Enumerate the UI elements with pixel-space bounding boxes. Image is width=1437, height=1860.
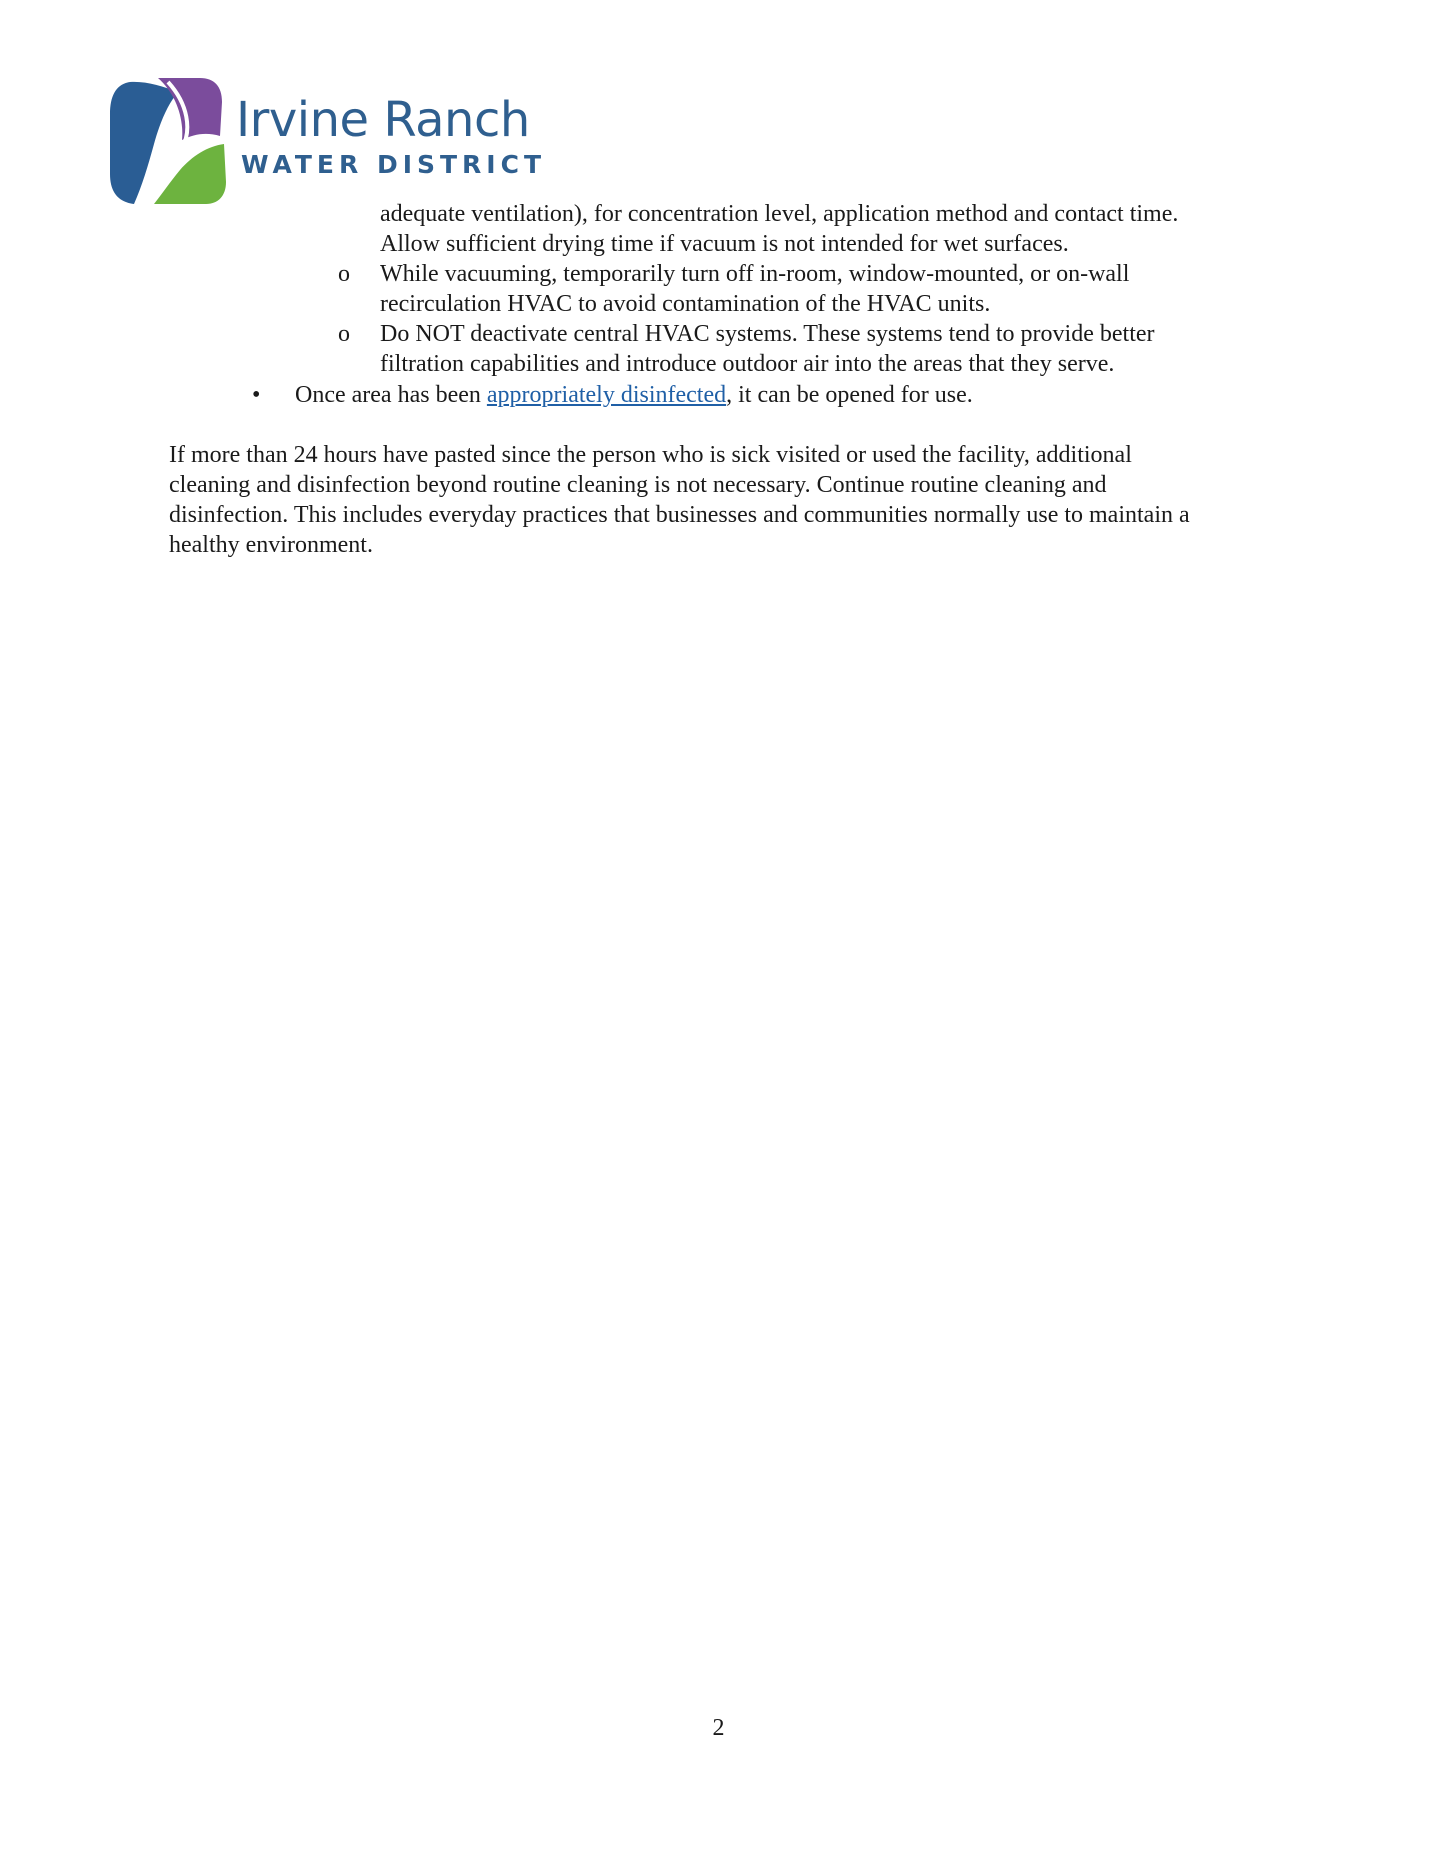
paragraph-line: cleaning and disinfection beyond routine cleaning is not necessary. Continue routine cleaning and (169, 472, 1107, 498)
irwd-logo (108, 74, 547, 206)
paragraph-line: If more than 24 hours have pasted since the person who is sick visited or used the facility, additional (169, 442, 1132, 468)
irwd-logo-mark-icon (108, 74, 228, 206)
bullet-text-after: , it can be opened for use. (726, 382, 973, 408)
logo-subtitle: WATER DISTRICT (241, 150, 547, 179)
sub-bullet-marker: o (338, 321, 350, 347)
bullet-text-before: Once area has been (295, 382, 487, 408)
page-number: 2 (712, 1715, 725, 1741)
continued-line: adequate ventilation), for concentration level, application method and contact time. (380, 201, 1179, 227)
bullet-line (295, 380, 973, 410)
bullet-marker: • (252, 382, 261, 408)
paragraph-line: healthy environment. (169, 532, 373, 558)
sub-bullet-line: While vacuuming, temporarily turn off in-room, window-mounted, or on-wall (380, 261, 1130, 287)
sub-bullet-line: filtration capabilities and introduce outdoor air into the areas that they serve. (380, 351, 1115, 377)
sub-bullet-line: Do NOT deactivate central HVAC systems. These systems tend to provide better (380, 321, 1155, 347)
continued-line: Allow sufficient drying time if vacuum is not intended for wet surfaces. (380, 231, 1069, 257)
paragraph-line: disinfection. This includes everyday practices that businesses and communities normally use to maintain a (169, 502, 1190, 528)
logo-title: Irvine Ranch (236, 92, 530, 148)
appropriately-disinfected-link[interactable]: appropriately disinfected (486, 382, 727, 408)
sub-bullet-marker: o (338, 261, 350, 287)
sub-bullet-line: recirculation HVAC to avoid contamination of the HVAC units. (380, 291, 991, 317)
